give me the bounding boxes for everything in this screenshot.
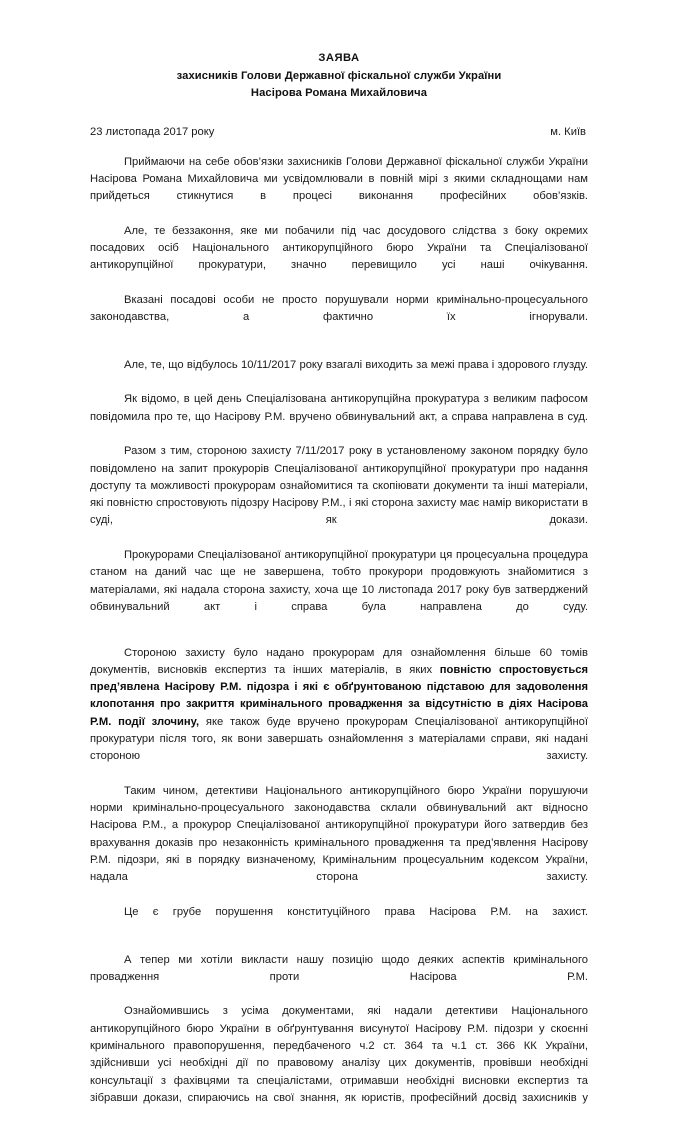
paragraph-spacer-1 [90,344,588,357]
paragraph-block-2 [90,357,588,634]
paragraph-block-3 [90,645,588,939]
document-date: 23 листопада 2017 року [90,125,215,138]
paragraph-7: Прокурорами Спеціалізованої антикорупційної прокуратури ця процесуальна процедура станом на даний час ще не завершена, тобто прокурори продовжують знайомитися з матеріалами, які надала сторона захисту, хоча ще 10 листопада 2017 року був затверджений обвинувальний акт і справа була направлена до суду. [90,549,588,613]
paragraph-6: Разом з тим, стороною захисту 7/11/2017 року в установленому законом порядку було повідомлено на запит прокурорів Спеціалізованої антикорупційної прокуратури про надання доступу та можливості прокурорам ознайомитися та скопіювати документи та інші матеріали, які повністю спростовують підозру Насірову Р.М., і які сторона захисту має намір використати в суді, як докази. [90,445,588,527]
paragraph-8-emphasis: повністю спростовується пред’явлена Насірову Р.М. підозра і які є обґрунтованою підставою для задоволення клопотання про закриття кримінального провадження за відсутністю в діях Насірова Р.М. події злочину, [90,663,588,728]
paragraph-3: Вказані посадові особи не просто порушували норми кримінально-процесуального законодавства, а фактично їх ігнорували. [90,293,588,324]
paragraph-spacer-3 [90,939,588,952]
document-subtitle-line-2: Насірова Романа Михайловича [250,87,428,99]
document-subtitle-line-1: захисників Голови Державної фіскальної служби України [176,69,502,82]
paragraph-8 [90,645,588,783]
paragraph-5: Як відомо, в цей день Спеціалізована антикорупційна прокуратура з великим пафосом повідомила про те, що Насірову Р.М. вручено обвинувальний акт, а справа направлена в суд. [90,393,588,423]
paragraph-11: А тепер ми хотіли викласти нашу позицію щодо деяких аспектів кримінального провадження проти Насірова Р.М. [90,953,588,983]
document-title: ЗАЯВА [318,52,360,64]
paragraph-block-1 [90,154,588,344]
document-place: м. Київ [550,125,586,138]
paragraph-block-4 [90,952,588,1125]
paragraph-12: Ознайомившись з усіма документами, які надали детективи Національного антикорупційного бюро України в обґрунтування висунутої Насірову Р.М. підозри у скоєнні кримінального правопорушення, передбаченого ч.2 ст. 364 та ч.1 ст. 366 КК України, здійснивши усі необхідні дії по правовому аналізу цих документів, провівши необхідні консультації з фахівцями та спеціалістами, отримавши необхідні висновки експертиз та зібравши докази, спираючись на свої знання, як юристів, професійний досвід захисників у [90,1005,588,1104]
document-body [0,154,678,1125]
document-heading [0,0,678,103]
paragraph-9: Таким чином, детективи Національного антикорупційного бюро України порушуючи норми кримінально-процесуального законодавства склали обвинувальний акт відносно Насірова Р.М., а прокурор Спеціалізованої антикорупційної прокуратури його затвердив без врахування доказів про незаконність кримінального провадження та пред’явлення Насірову Р.М. підозри, які в порядку визначеному, Кримінальним процесуальним кодексом України, надала сторона захисту. [90,784,588,884]
paragraph-8-text-lead: Стороною захисту було надано прокурорам для ознайомлення більше 60 томів документів, висновків експертиз та інших матеріалів, в яких [90,646,588,676]
paragraph-8-text-tail: яке також буде вручено прокурорам Спеціалізованої антикорупційної прокуратури після того, як вони завершать ознайомлення з матеріалами справи, які надані стороною захисту. [90,715,588,763]
paragraph-10: Це є грубе порушення конституційного права Насірова Р.М. на захист. [124,905,588,918]
paragraph-4: Але, те, що відбулось 10/11/2017 року взагалі виходить за межі права і здорового глузду. [124,358,588,371]
paragraph-spacer-2 [90,634,588,645]
document-meta-row [0,103,678,140]
paragraph-1: Приймаючи на себе обов’язки захисників Голови Державної фіскальної служби України Насірова Романа Михайловича ми усвідомлювали в повній мірі з якими складнощами нам прийдеться стикнутися в процесі виконання професійних обов’язків. [90,155,588,203]
paragraph-2: Але, те беззаконня, яке ми побачили під час досудового слідства з боку окремих посадових осіб Національного антикорупційного бюро України та Спеціалізованої антикорупційної прокуратури, значно перевищило усі наші очікування. [90,224,588,272]
